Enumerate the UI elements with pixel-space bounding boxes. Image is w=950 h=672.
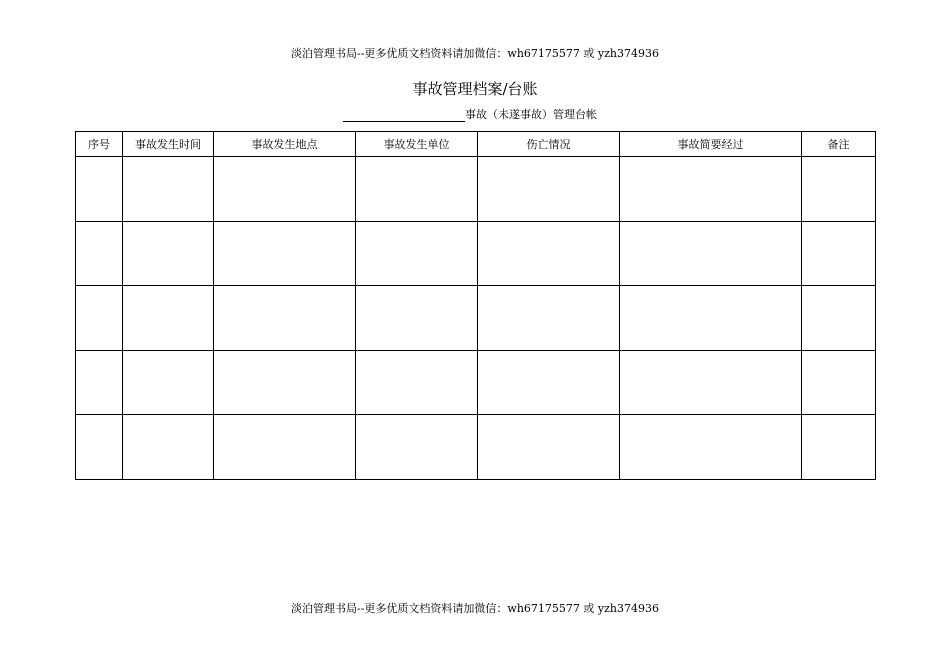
table-cell-accident-summary[interactable] <box>620 286 802 351</box>
table-cell-accident-unit[interactable] <box>356 157 478 222</box>
ledger-subtitle <box>343 108 597 122</box>
column-header-serial-no: 序号 <box>76 132 123 157</box>
table-cell-accident-summary[interactable] <box>620 221 802 286</box>
column-header-remarks: 备注 <box>802 132 876 157</box>
table-cell-accident-summary[interactable] <box>620 157 802 222</box>
table-cell-accident-time[interactable] <box>123 415 214 480</box>
column-header-accident-location: 事故发生地点 <box>214 132 356 157</box>
table-cell-remarks[interactable] <box>802 157 876 222</box>
table-row <box>76 157 876 222</box>
table-header-row <box>76 132 876 157</box>
table-cell-accident-time[interactable] <box>123 286 214 351</box>
table-cell-serial-no[interactable] <box>76 286 123 351</box>
column-header-accident-unit: 事故发生单位 <box>356 132 478 157</box>
table-cell-accident-time[interactable] <box>123 350 214 415</box>
footer-watermark-text: 淡泊管理书局--更多优质文档资料请加微信：wh67175577 或 yzh374936 <box>291 602 659 615</box>
table-cell-accident-time[interactable] <box>123 157 214 222</box>
table-row <box>76 286 876 351</box>
table-row <box>76 221 876 286</box>
table-cell-serial-no[interactable] <box>76 157 123 222</box>
table-cell-accident-location[interactable] <box>214 350 356 415</box>
table-cell-remarks[interactable] <box>802 286 876 351</box>
ledger-subtitle-text: 事故（未遂事故）管理台帐 <box>465 108 597 121</box>
table-cell-casualties[interactable] <box>478 350 620 415</box>
table-cell-accident-location[interactable] <box>214 415 356 480</box>
table-cell-accident-location[interactable] <box>214 221 356 286</box>
table-cell-accident-unit[interactable] <box>356 415 478 480</box>
table-cell-casualties[interactable] <box>478 221 620 286</box>
header-watermark-text: 淡泊管理书局--更多优质文档资料请加微信：wh67175577 或 yzh374936 <box>291 47 659 60</box>
table-cell-serial-no[interactable] <box>76 350 123 415</box>
table-cell-accident-location[interactable] <box>214 157 356 222</box>
table-cell-remarks[interactable] <box>802 350 876 415</box>
table-row <box>76 350 876 415</box>
table-cell-accident-location[interactable] <box>214 286 356 351</box>
fill-in-blank-line[interactable] <box>343 109 465 122</box>
column-header-accident-summary: 事故简要经过 <box>620 132 802 157</box>
table-cell-accident-unit[interactable] <box>356 286 478 351</box>
table-cell-casualties[interactable] <box>478 415 620 480</box>
table-cell-remarks[interactable] <box>802 221 876 286</box>
table-row <box>76 415 876 480</box>
column-header-casualties: 伤亡情况 <box>478 132 620 157</box>
table-cell-casualties[interactable] <box>478 286 620 351</box>
accident-ledger-table <box>75 131 876 480</box>
table-cell-serial-no[interactable] <box>76 415 123 480</box>
table-cell-remarks[interactable] <box>802 415 876 480</box>
table-cell-accident-time[interactable] <box>123 221 214 286</box>
table-cell-accident-summary[interactable] <box>620 350 802 415</box>
table-cell-accident-unit[interactable] <box>356 221 478 286</box>
table-cell-accident-summary[interactable] <box>620 415 802 480</box>
table-cell-casualties[interactable] <box>478 157 620 222</box>
table-cell-accident-unit[interactable] <box>356 350 478 415</box>
column-header-accident-time: 事故发生时间 <box>123 132 214 157</box>
document-title: 事故管理档案/台账 <box>412 80 538 98</box>
table-cell-serial-no[interactable] <box>76 221 123 286</box>
